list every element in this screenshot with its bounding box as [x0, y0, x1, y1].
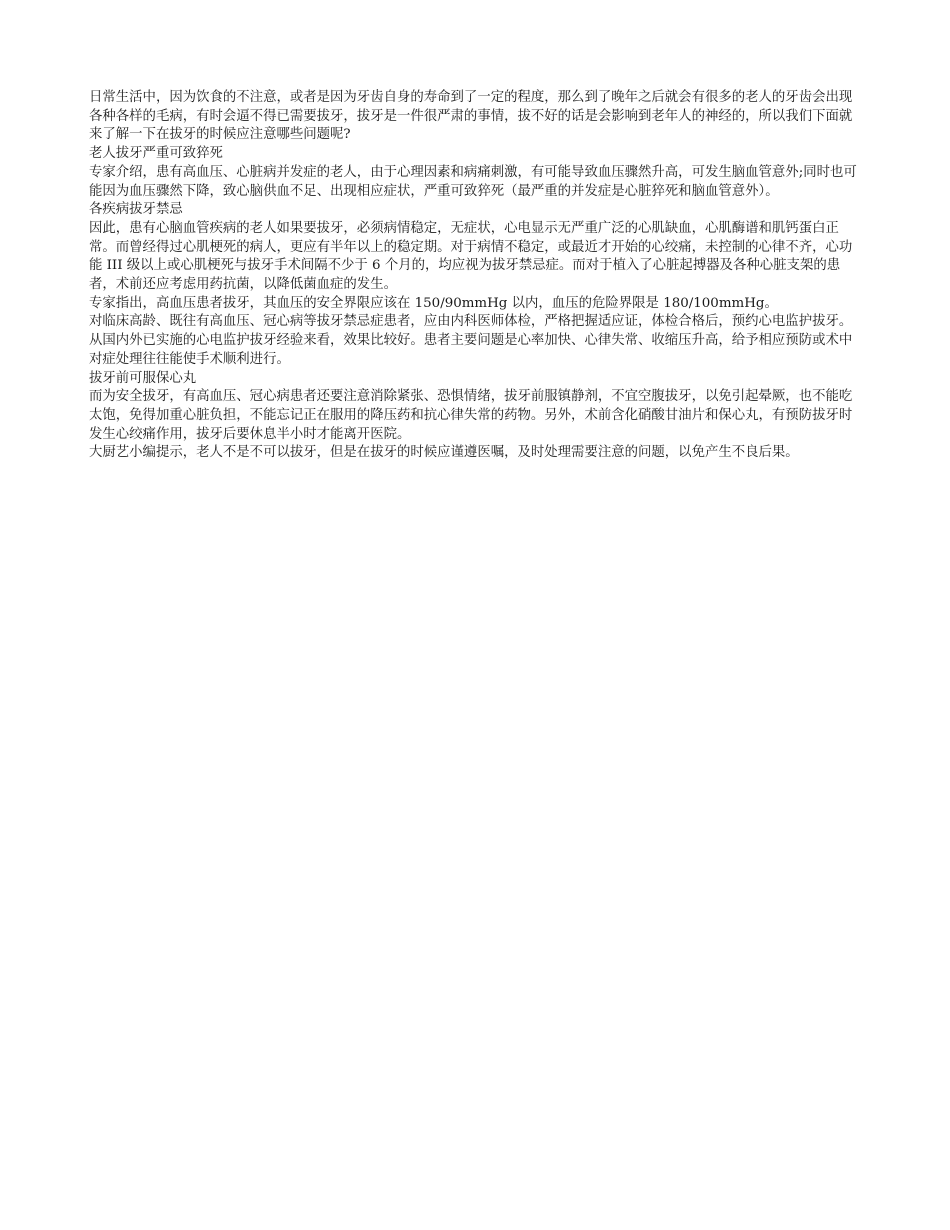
section-heading-sudden-death: 老人拔牙严重可致猝死: [89, 146, 223, 162]
section-heading-contraindications: 各疾病拔牙禁忌: [89, 202, 183, 218]
safe-extraction-paragraph: 而为安全拔牙，有高血压、冠心病患者还要注意消除紧张、恐惧情绪，拔牙前服镇静剂，不宜空腹拔牙，以免引起晕厥，也不能吃太饱，免得加重心脏负担，不能忘记正在服用的降压药和抗心律失常的药物。另外，术前含化硝酸甘油片和保心丸，有预防拔牙时发生心绞痛作用，拔牙后要休息半小时才能离开医院。: [89, 389, 853, 442]
cardio-contraindication-paragraph: 因此，患有心脑血管疾病的老人如果要拔牙，必须病情稳定，无症状，心电显示无严重广泛的心肌缺血，心肌酶谱和肌钙蛋白正常。而曾经得过心肌梗死的病人，更应有半年以上的稳定期。对于病情不稳定，或最近才开始的心绞痛，未控制的心律不齐，心功能 III 级以上或心肌梗死与拔牙手术间隔不少于 6 个月的，均应视为拔牙禁忌症。而对于植入了心脏起搏器及各种心脏支架的患者，术前还应考虑用药抗菌，以降低菌血症的发生。: [89, 220, 853, 293]
expert-intro-paragraph: 专家介绍，患有高血压、心脏病并发症的老人，由于心理因素和病痛刺激，有可能导致血压骤然升高，可发生脑血管意外;同时也可能因为血压骤然下降，致心脑供血不足、出现相应症状，严重可致猝死（最严重的并发症是心脏猝死和脑血管意外）。: [89, 164, 857, 199]
article-body: [89, 89, 861, 463]
section-heading-heart-pill: 拔牙前可服保心丸: [89, 370, 197, 386]
blood-pressure-limit-paragraph: 专家指出，高血压患者拔牙，其血压的安全界限应该在 150/90mmHg 以内，血压的危险界限是 180/100mmHg。: [89, 295, 778, 311]
ecg-monitoring-paragraph: 对临床高龄、既往有高血压、冠心病等拔牙禁忌症患者，应由内科医师体检，严格把握适应证，体检合格后，预约心电监护拔牙。从国内外已实施的心电监护拔牙经验来看，效果比较好。患者主要问题是心率加快、心律失常、收缩压升高，给予相应预防或术中对症处理往往能使手术顺利进行。: [89, 314, 853, 367]
closing-tip-paragraph: 大厨艺小编提示，老人不是不可以拔牙，但是在拔牙的时候应谨遵医嘱，及时处理需要注意的问题，以免产生不良后果。: [89, 445, 799, 461]
intro-paragraph: 日常生活中，因为饮食的不注意，或者是因为牙齿自身的寿命到了一定的程度，那么到了晚年之后就会有很多的老人的牙齿会出现各种各样的毛病，有时会逼不得已需要拔牙，拔牙是一件很严肃的事情，拔不好的话是会影响到老年人的神经的，所以我们下面就来了解一下在拔牙的时候应注意哪些问题呢?: [89, 90, 853, 143]
